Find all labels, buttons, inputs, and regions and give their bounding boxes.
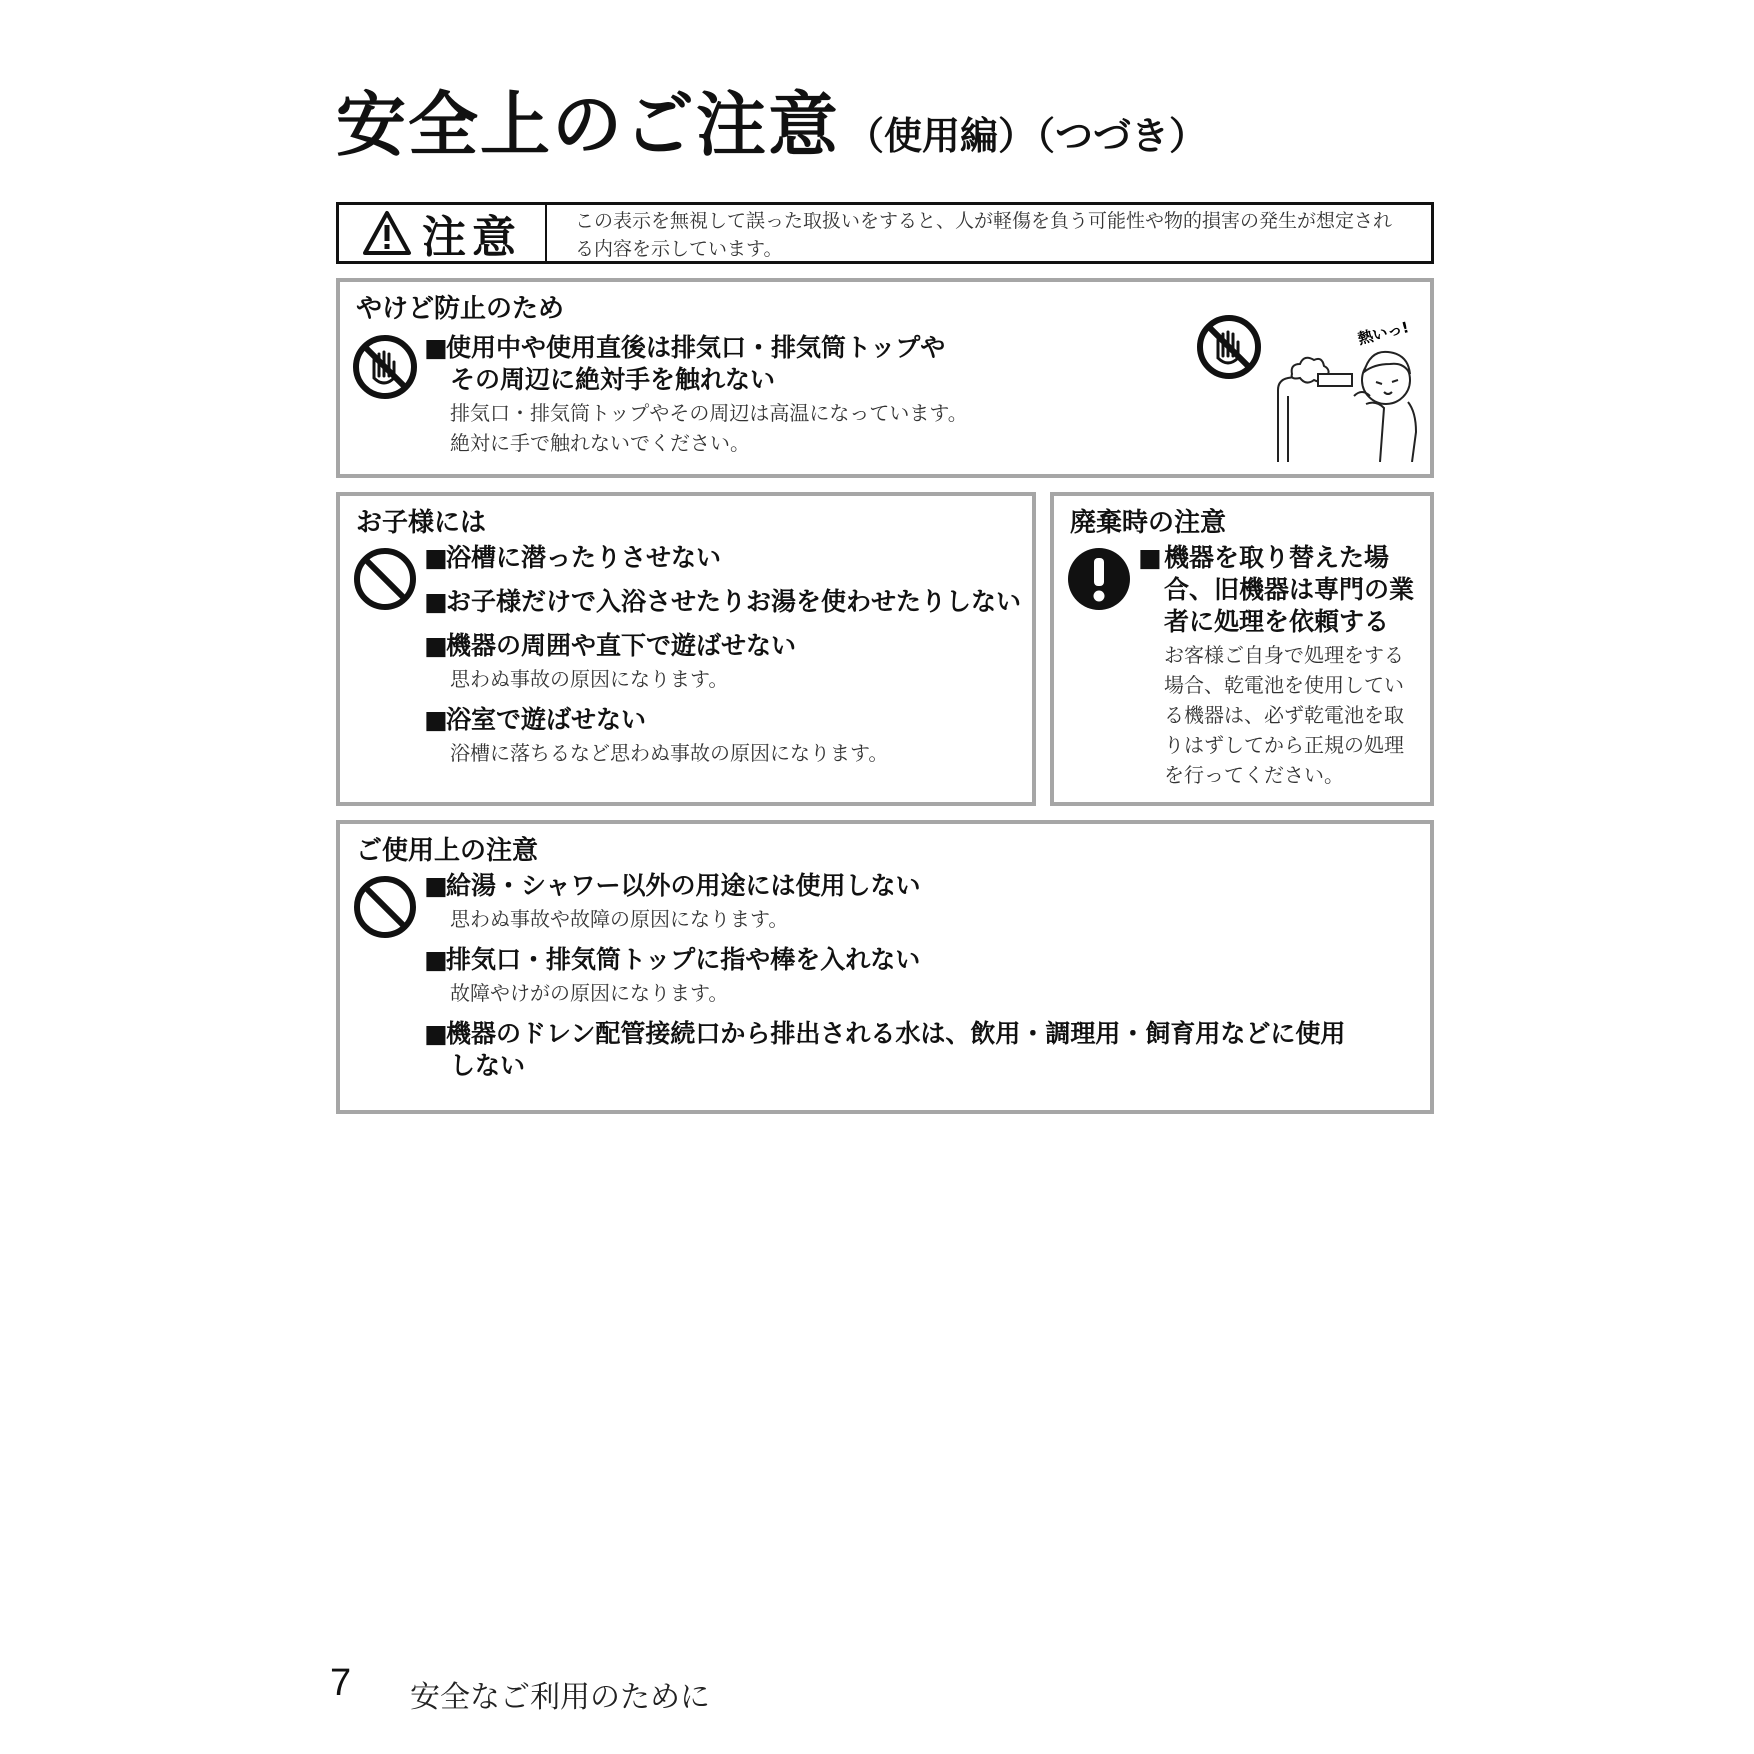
usage-item-1-note: 思わぬ事故や故障の原因になります。 [450, 907, 789, 931]
burn-item-title-line1: 使用中や使用直後は排気口・排気筒トップや [446, 333, 946, 362]
burn-item-note [424, 398, 1044, 458]
page-title [336, 80, 1207, 181]
burn-prevention-heading: やけど防止のため [356, 294, 565, 324]
disposal-title-line2: 合、旧機器は専門の業 [1164, 575, 1415, 604]
children-item-2-title: お子様だけで入浴させたりお湯を使わせたりしない [446, 587, 1022, 616]
disposal-note-line3: る機器は、必ず乾電池を取 [1164, 703, 1404, 727]
page-title-main: 安全上のご注意 [336, 84, 840, 166]
warning-triangle-icon [362, 210, 412, 256]
disposal-item [1138, 542, 1428, 790]
disposal-note [1138, 640, 1428, 790]
bullet-square: ■ [424, 871, 448, 900]
burn-item-note-line1: 排気口・排気筒トップやその周辺は高温になっています。 [450, 401, 968, 425]
children-item-3 [424, 630, 796, 694]
disposal-note-line2: 場合、乾電池を使用してい [1164, 673, 1404, 697]
disposal-title-line1: 機器を取り替えた場 [1164, 543, 1390, 572]
children-item-1 [424, 542, 721, 574]
usage-item-1 [424, 870, 921, 934]
disposal-title [1138, 542, 1428, 638]
usage-item-2-title: 排気口・排気筒トップに指や棒を入れない [446, 945, 921, 974]
disposal-note-line5: を行ってください。 [1164, 763, 1344, 787]
burn-item-title-line2: その周辺に絶対手を触れない [450, 365, 776, 394]
children-heading: お子様には [356, 508, 487, 538]
usage-item-3-title-line1: 機器のドレン配管接続口から排出される水は、飲用・調理用・飼育用などに使用 [446, 1019, 1346, 1048]
bullet-square: ■ [424, 945, 448, 974]
children-item-3-note: 思わぬ事故の原因になります。 [450, 667, 729, 691]
children-item-1-title: 浴槽に潜ったりさせない [446, 543, 722, 572]
prohibited-icon [352, 874, 418, 940]
usage-heading: ご使用上の注意 [356, 836, 539, 866]
hot-exclamation-text: 熱いっ! [1356, 318, 1411, 349]
prohibited-icon [352, 546, 418, 612]
bullet-square: ■ [1138, 543, 1162, 572]
disposal-title-line3: 者に処理を依頼する [1164, 607, 1390, 636]
hot-exhaust-illustration [1266, 312, 1426, 462]
children-item-4-title: 浴室で遊ばせない [446, 705, 647, 734]
mandatory-exclamation-icon [1066, 546, 1132, 612]
children-panel [336, 492, 1036, 806]
page-number: 7 [330, 1662, 352, 1704]
bullet-square: ■ [424, 631, 448, 660]
usage-panel [336, 820, 1434, 1114]
usage-item-1-title: 給湯・シャワー以外の用途には使用しない [446, 871, 921, 900]
usage-item-2 [424, 944, 920, 1008]
usage-item-3-title-line2: しない [450, 1051, 526, 1080]
no-touch-hand-icon [352, 334, 418, 400]
bullet-square: ■ [424, 543, 448, 572]
children-item-2 [424, 586, 1021, 618]
footer-section-title: 安全なご利用のために [410, 1680, 710, 1715]
children-item-4-note: 浴槽に落ちるなど思わぬ事故の原因になります。 [450, 741, 889, 765]
children-item-3-title: 機器の周囲や直下で遊ばせない [446, 631, 797, 660]
burn-item-note-line2: 絶対に手で触れないでください。 [450, 431, 750, 455]
caution-description: この表示を無視して誤った取扱いをすると、人が軽傷を負う可能性や物的損害の発生が想定される内容を示しています。 [575, 210, 1393, 260]
disposal-heading: 廃棄時の注意 [1070, 508, 1227, 538]
usage-item-3 [424, 1018, 1424, 1082]
children-item-4 [424, 704, 888, 768]
bullet-square: ■ [424, 1019, 448, 1048]
caution-label-box [339, 205, 547, 261]
usage-item-2-note: 故障やけがの原因になります。 [450, 981, 729, 1005]
page-title-sub: （使用編）（つづき） [846, 114, 1208, 158]
disposal-panel [1050, 492, 1434, 806]
burn-item-title [424, 332, 1044, 396]
caution-banner [336, 202, 1434, 264]
no-touch-hand-icon-small [1196, 314, 1262, 380]
bullet-square: ■ [424, 587, 448, 616]
disposal-note-line4: りはずしてから正規の処理 [1164, 733, 1404, 757]
bullet-square: ■ [424, 333, 448, 362]
burn-item [424, 332, 1044, 458]
disposal-note-line1: お客様ご自身で処理をする [1164, 643, 1404, 667]
caution-label: 注意 [422, 212, 522, 263]
bullet-square: ■ [424, 705, 448, 734]
burn-prevention-panel [336, 278, 1434, 478]
